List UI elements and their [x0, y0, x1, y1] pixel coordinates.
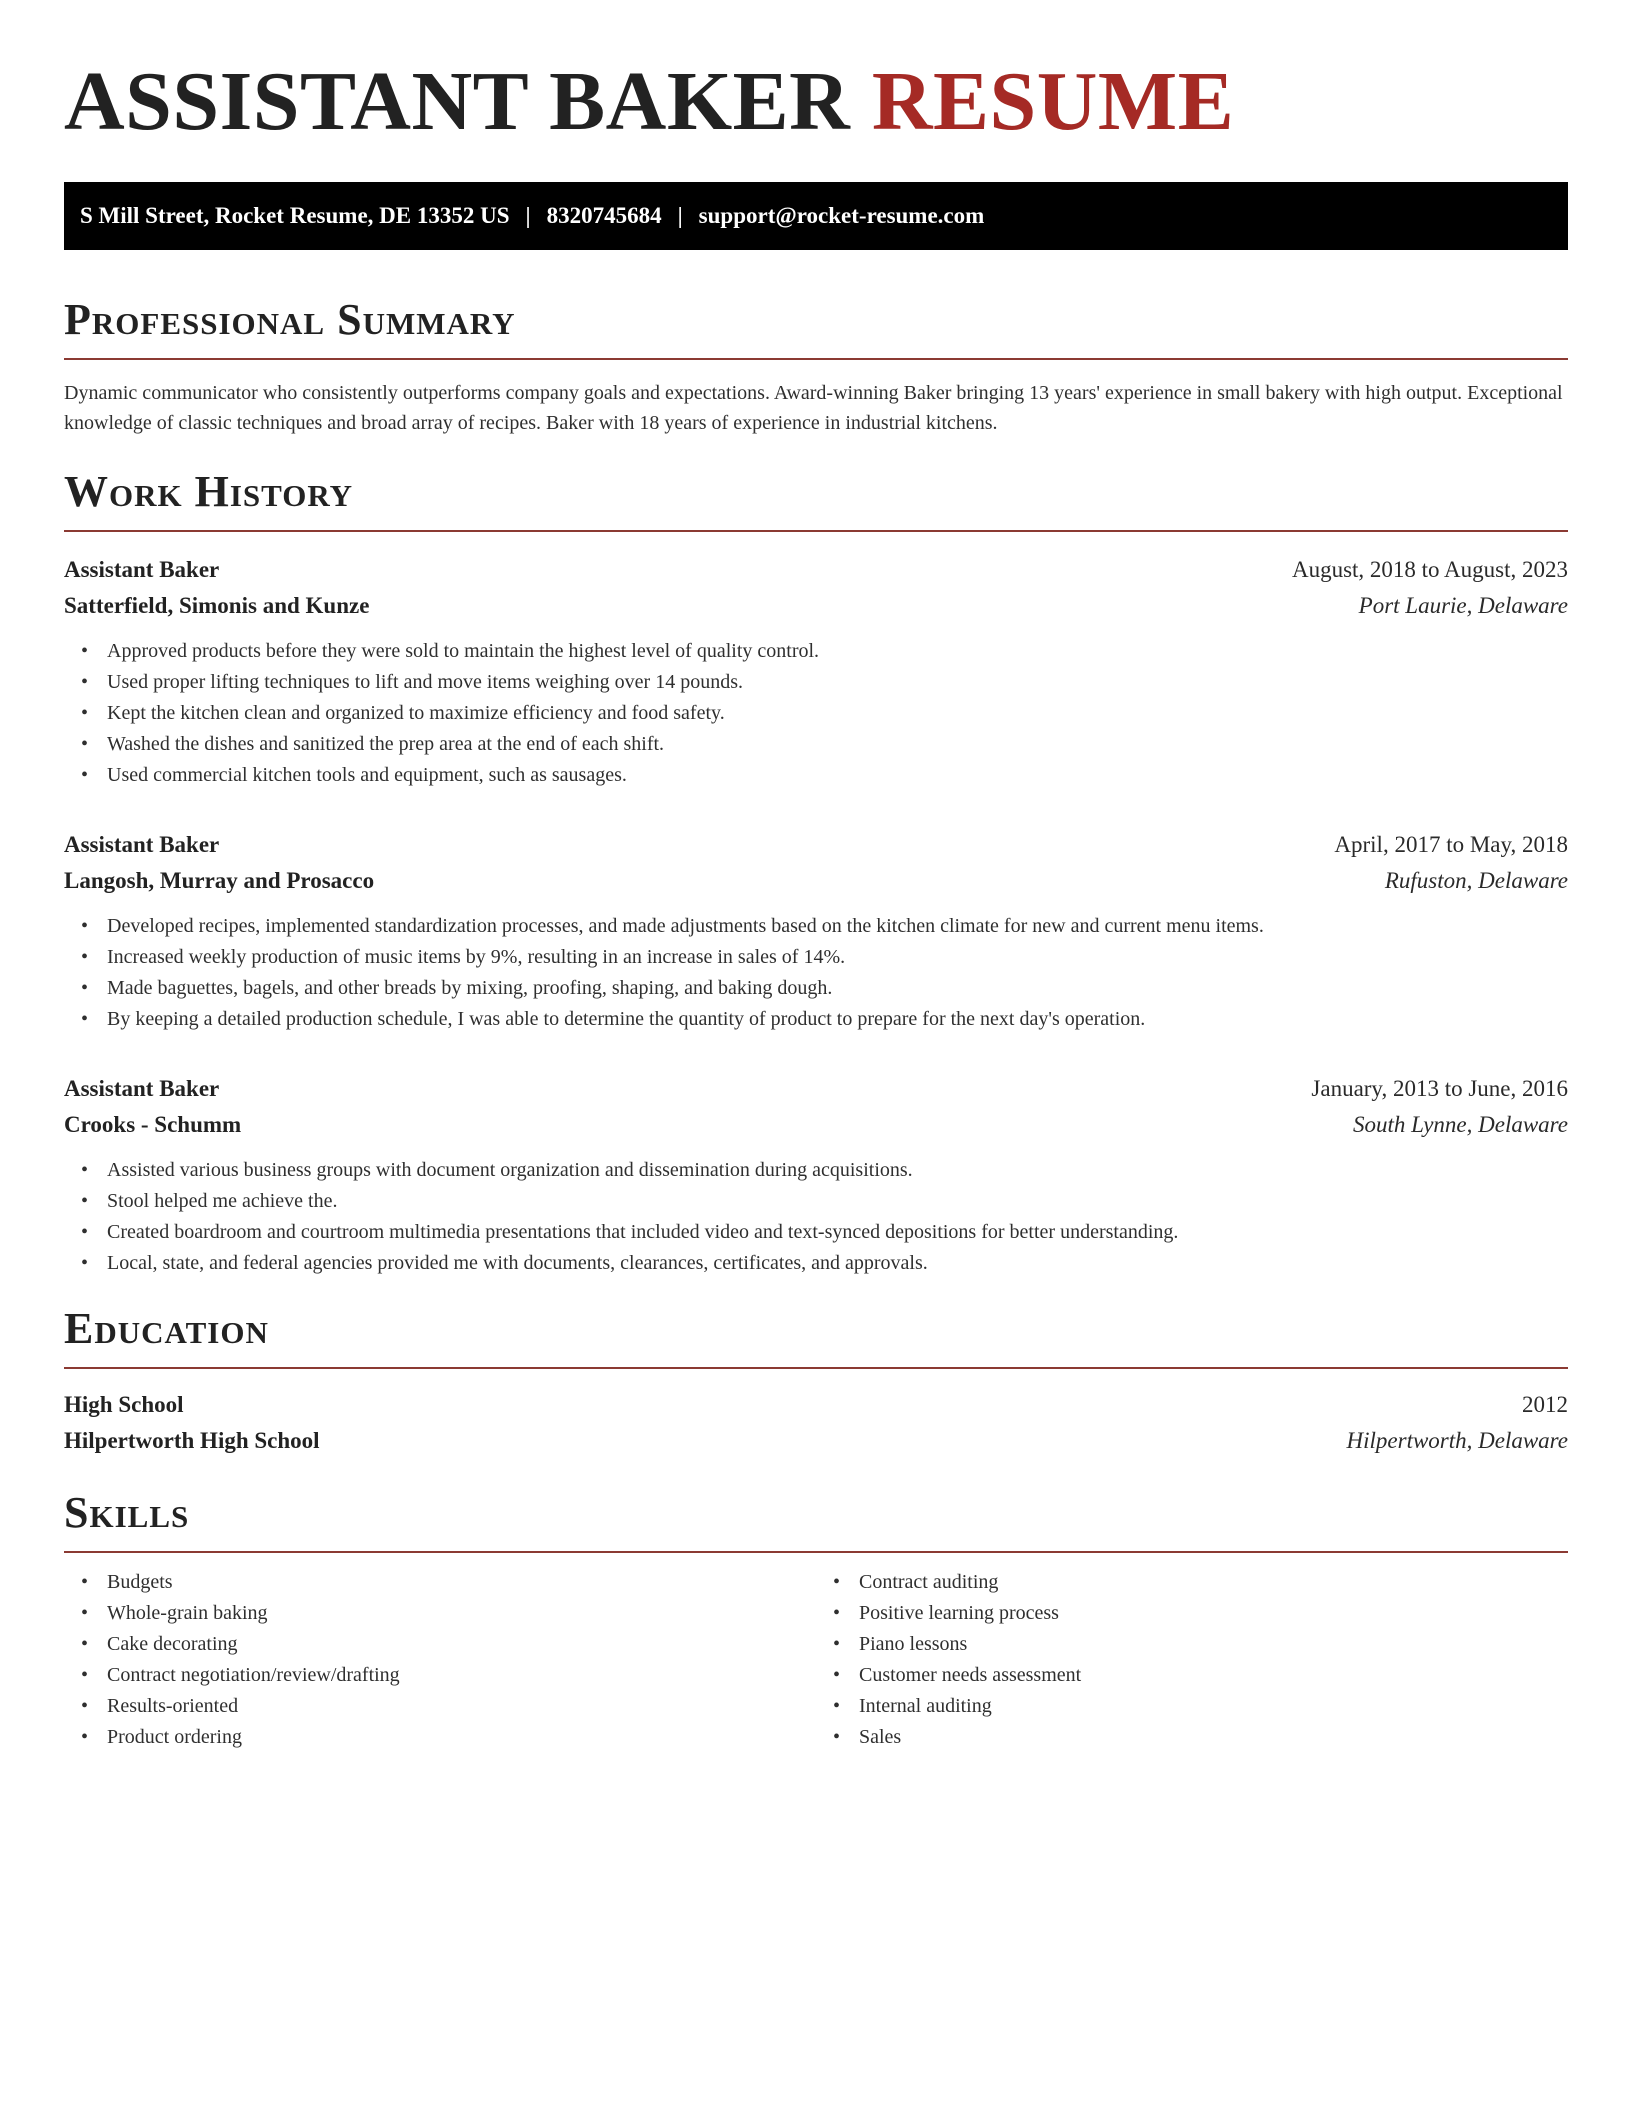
summary-section — [64, 294, 1568, 438]
section-divider — [64, 1367, 1568, 1369]
bullet-text: Increased weekly production of music items by 9%, resulting in an increase in sales of 14%. — [107, 946, 846, 968]
skill-item — [81, 1691, 816, 1722]
section-divider — [64, 358, 1568, 360]
bullet-icon: • — [81, 977, 89, 999]
bullet-text: Created boardroom and courtroom multimedia presentations that included video and text-synced depositions for better understanding. — [107, 1221, 1179, 1243]
bullet-icon: • — [81, 1008, 89, 1030]
job-location: Rufuston, Delaware — [1384, 868, 1568, 893]
bullet-text: Made baguettes, bagels, and other breads by mixing, proofing, shaping, and baking dough. — [107, 977, 833, 999]
contact-address: S Mill Street, Rocket Resume, DE 13352 US — [80, 203, 510, 228]
bullet-icon: • — [833, 1602, 841, 1624]
contact-separator: | — [525, 203, 531, 228]
resume-title — [64, 56, 1568, 148]
title-accent: RESUME — [871, 55, 1235, 148]
bullet-text: Assisted various business groups with document organization and dissemination during acquisitions. — [107, 1159, 913, 1181]
bullet-icon: • — [81, 671, 89, 693]
contact-bar — [64, 182, 1568, 250]
bullet-icon: • — [81, 915, 89, 937]
job-bullet — [81, 636, 1568, 667]
job-bullets — [64, 636, 1568, 791]
job-entry — [64, 827, 1568, 1035]
summary-text: Dynamic communicator who consistently outperforms company goals and expectations. Award-winning Baker bringing 13 years' experience in small bakery with high output. Exceptional knowledge of classic techniques and broad array of recipes. Baker with 18 years of experience in industrial kitchens. — [64, 382, 1563, 434]
education-location: Hilpertworth, Delaware — [1346, 1428, 1568, 1453]
bullet-icon: • — [81, 1221, 89, 1243]
skills-list — [816, 1567, 1568, 1753]
job-company-row — [64, 863, 1568, 899]
bullet-icon: • — [81, 1633, 89, 1655]
bullet-icon: • — [81, 640, 89, 662]
education-year: 2012 — [1522, 1392, 1568, 1417]
education-section — [64, 1303, 1568, 1459]
job-header-row — [64, 827, 1568, 863]
skill-text: Piano lessons — [859, 1633, 968, 1655]
job-company-row — [64, 1107, 1568, 1143]
job-company: Langosh, Murray and Prosacco — [64, 868, 375, 893]
skill-item — [833, 1660, 1568, 1691]
skill-text: Contract negotiation/review/drafting — [107, 1664, 400, 1686]
education-school-row — [64, 1423, 1568, 1459]
job-entry — [64, 552, 1568, 791]
skill-item — [833, 1722, 1568, 1753]
skill-text: Customer needs assessment — [859, 1664, 1082, 1686]
job-company: Crooks - Schumm — [64, 1112, 242, 1137]
job-bullet — [81, 1217, 1568, 1248]
skill-text: Sales — [859, 1726, 902, 1748]
job-bullet — [81, 729, 1568, 760]
contact-email: support@rocket-resume.com — [698, 203, 985, 228]
education-school: Hilpertworth High School — [64, 1428, 320, 1453]
job-bullets — [64, 1155, 1568, 1279]
bullet-icon: • — [81, 1695, 89, 1717]
job-entry — [64, 1071, 1568, 1279]
bullet-text: Developed recipes, implemented standardization processes, and made adjustments based on the kitchen climate for new and current menu items. — [107, 915, 1264, 937]
bullet-icon: • — [81, 702, 89, 724]
work-history-heading: Work History — [64, 467, 354, 516]
job-bullet — [81, 698, 1568, 729]
skill-text: Contract auditing — [859, 1571, 999, 1593]
bullet-icon: • — [81, 1159, 89, 1181]
bullet-text: Washed the dishes and sanitized the prep area at the end of each shift. — [107, 733, 665, 755]
skill-text: Whole-grain baking — [107, 1602, 268, 1624]
bullet-icon: • — [81, 1571, 89, 1593]
summary-heading: Professional Summary — [64, 295, 516, 344]
job-dates: April, 2017 to May, 2018 — [1334, 832, 1568, 857]
job-dates: January, 2013 to June, 2016 — [1311, 1076, 1568, 1101]
bullet-icon: • — [81, 1190, 89, 1212]
skill-item — [833, 1567, 1568, 1598]
work-history-section — [64, 466, 1568, 1279]
bullet-text: Used commercial kitchen tools and equipment, such as sausages. — [107, 764, 627, 786]
job-location: South Lynne, Delaware — [1352, 1112, 1568, 1137]
bullet-icon: • — [833, 1695, 841, 1717]
job-title: Assistant Baker — [64, 832, 220, 857]
bullet-text: By keeping a detailed production schedule, I was able to determine the quantity of product to prepare for the next day's operation. — [107, 1008, 1146, 1030]
bullet-icon: • — [81, 946, 89, 968]
bullet-icon: • — [81, 764, 89, 786]
skill-text: Positive learning process — [859, 1602, 1059, 1624]
education-degree: High School — [64, 1392, 184, 1417]
job-bullet — [81, 1155, 1568, 1186]
job-bullet — [81, 667, 1568, 698]
job-dates: August, 2018 to August, 2023 — [1291, 557, 1568, 582]
bullet-text: Used proper lifting techniques to lift and move items weighing over 14 pounds. — [107, 671, 743, 693]
skill-text: Internal auditing — [859, 1695, 992, 1717]
bullet-icon: • — [833, 1726, 841, 1748]
job-company: Satterfield, Simonis and Kunze — [64, 593, 370, 618]
skills-column-right — [816, 1567, 1568, 1753]
job-header-row — [64, 552, 1568, 588]
job-bullet — [81, 942, 1568, 973]
bullet-icon: • — [833, 1571, 841, 1593]
job-bullet — [81, 760, 1568, 791]
skill-item — [81, 1660, 816, 1691]
bullet-icon: • — [81, 1252, 89, 1274]
skill-item — [833, 1691, 1568, 1722]
contact-separator: | — [677, 203, 683, 228]
skill-text: Results-oriented — [107, 1695, 239, 1717]
bullet-icon: • — [833, 1633, 841, 1655]
skill-text: Product ordering — [107, 1726, 242, 1748]
job-bullet — [81, 911, 1568, 942]
bullet-icon: • — [81, 1664, 89, 1686]
job-bullet — [81, 973, 1568, 1004]
skills-heading: Skills — [64, 1488, 190, 1537]
job-company-row — [64, 588, 1568, 624]
section-divider — [64, 530, 1568, 532]
job-bullet — [81, 1004, 1568, 1035]
skills-grid — [64, 1567, 1568, 1753]
bullet-icon: • — [81, 1726, 89, 1748]
skills-column-left — [64, 1567, 816, 1753]
job-title: Assistant Baker — [64, 557, 220, 582]
skill-item — [81, 1629, 816, 1660]
bullet-text: Stool helped me achieve the. — [107, 1190, 338, 1212]
education-entry — [64, 1387, 1568, 1459]
bullet-text: Kept the kitchen clean and organized to maximize efficiency and food safety. — [107, 702, 725, 724]
skill-text: Budgets — [107, 1571, 173, 1593]
job-bullets — [64, 911, 1568, 1035]
bullet-text: Approved products before they were sold to maintain the highest level of quality control. — [107, 640, 820, 662]
job-header-row — [64, 1071, 1568, 1107]
job-bullet — [81, 1186, 1568, 1217]
contact-phone: 8320745684 — [546, 203, 662, 228]
bullet-icon: • — [81, 733, 89, 755]
job-title: Assistant Baker — [64, 1076, 220, 1101]
education-heading: Education — [64, 1304, 269, 1353]
section-divider — [64, 1551, 1568, 1553]
skill-item — [833, 1598, 1568, 1629]
skill-item — [81, 1598, 816, 1629]
job-location: Port Laurie, Delaware — [1358, 593, 1568, 618]
bullet-icon: • — [833, 1664, 841, 1686]
title-main: ASSISTANT BAKER — [64, 55, 851, 148]
skill-item — [81, 1567, 816, 1598]
skill-text: Cake decorating — [107, 1633, 238, 1655]
skills-section — [64, 1487, 1568, 1753]
skill-item — [833, 1629, 1568, 1660]
bullet-text: Local, state, and federal agencies provided me with documents, clearances, certificates, and approvals. — [107, 1252, 928, 1274]
skills-list — [64, 1567, 816, 1753]
bullet-icon: • — [81, 1602, 89, 1624]
job-bullet — [81, 1248, 1568, 1279]
education-header-row — [64, 1387, 1568, 1423]
skill-item — [81, 1722, 816, 1753]
